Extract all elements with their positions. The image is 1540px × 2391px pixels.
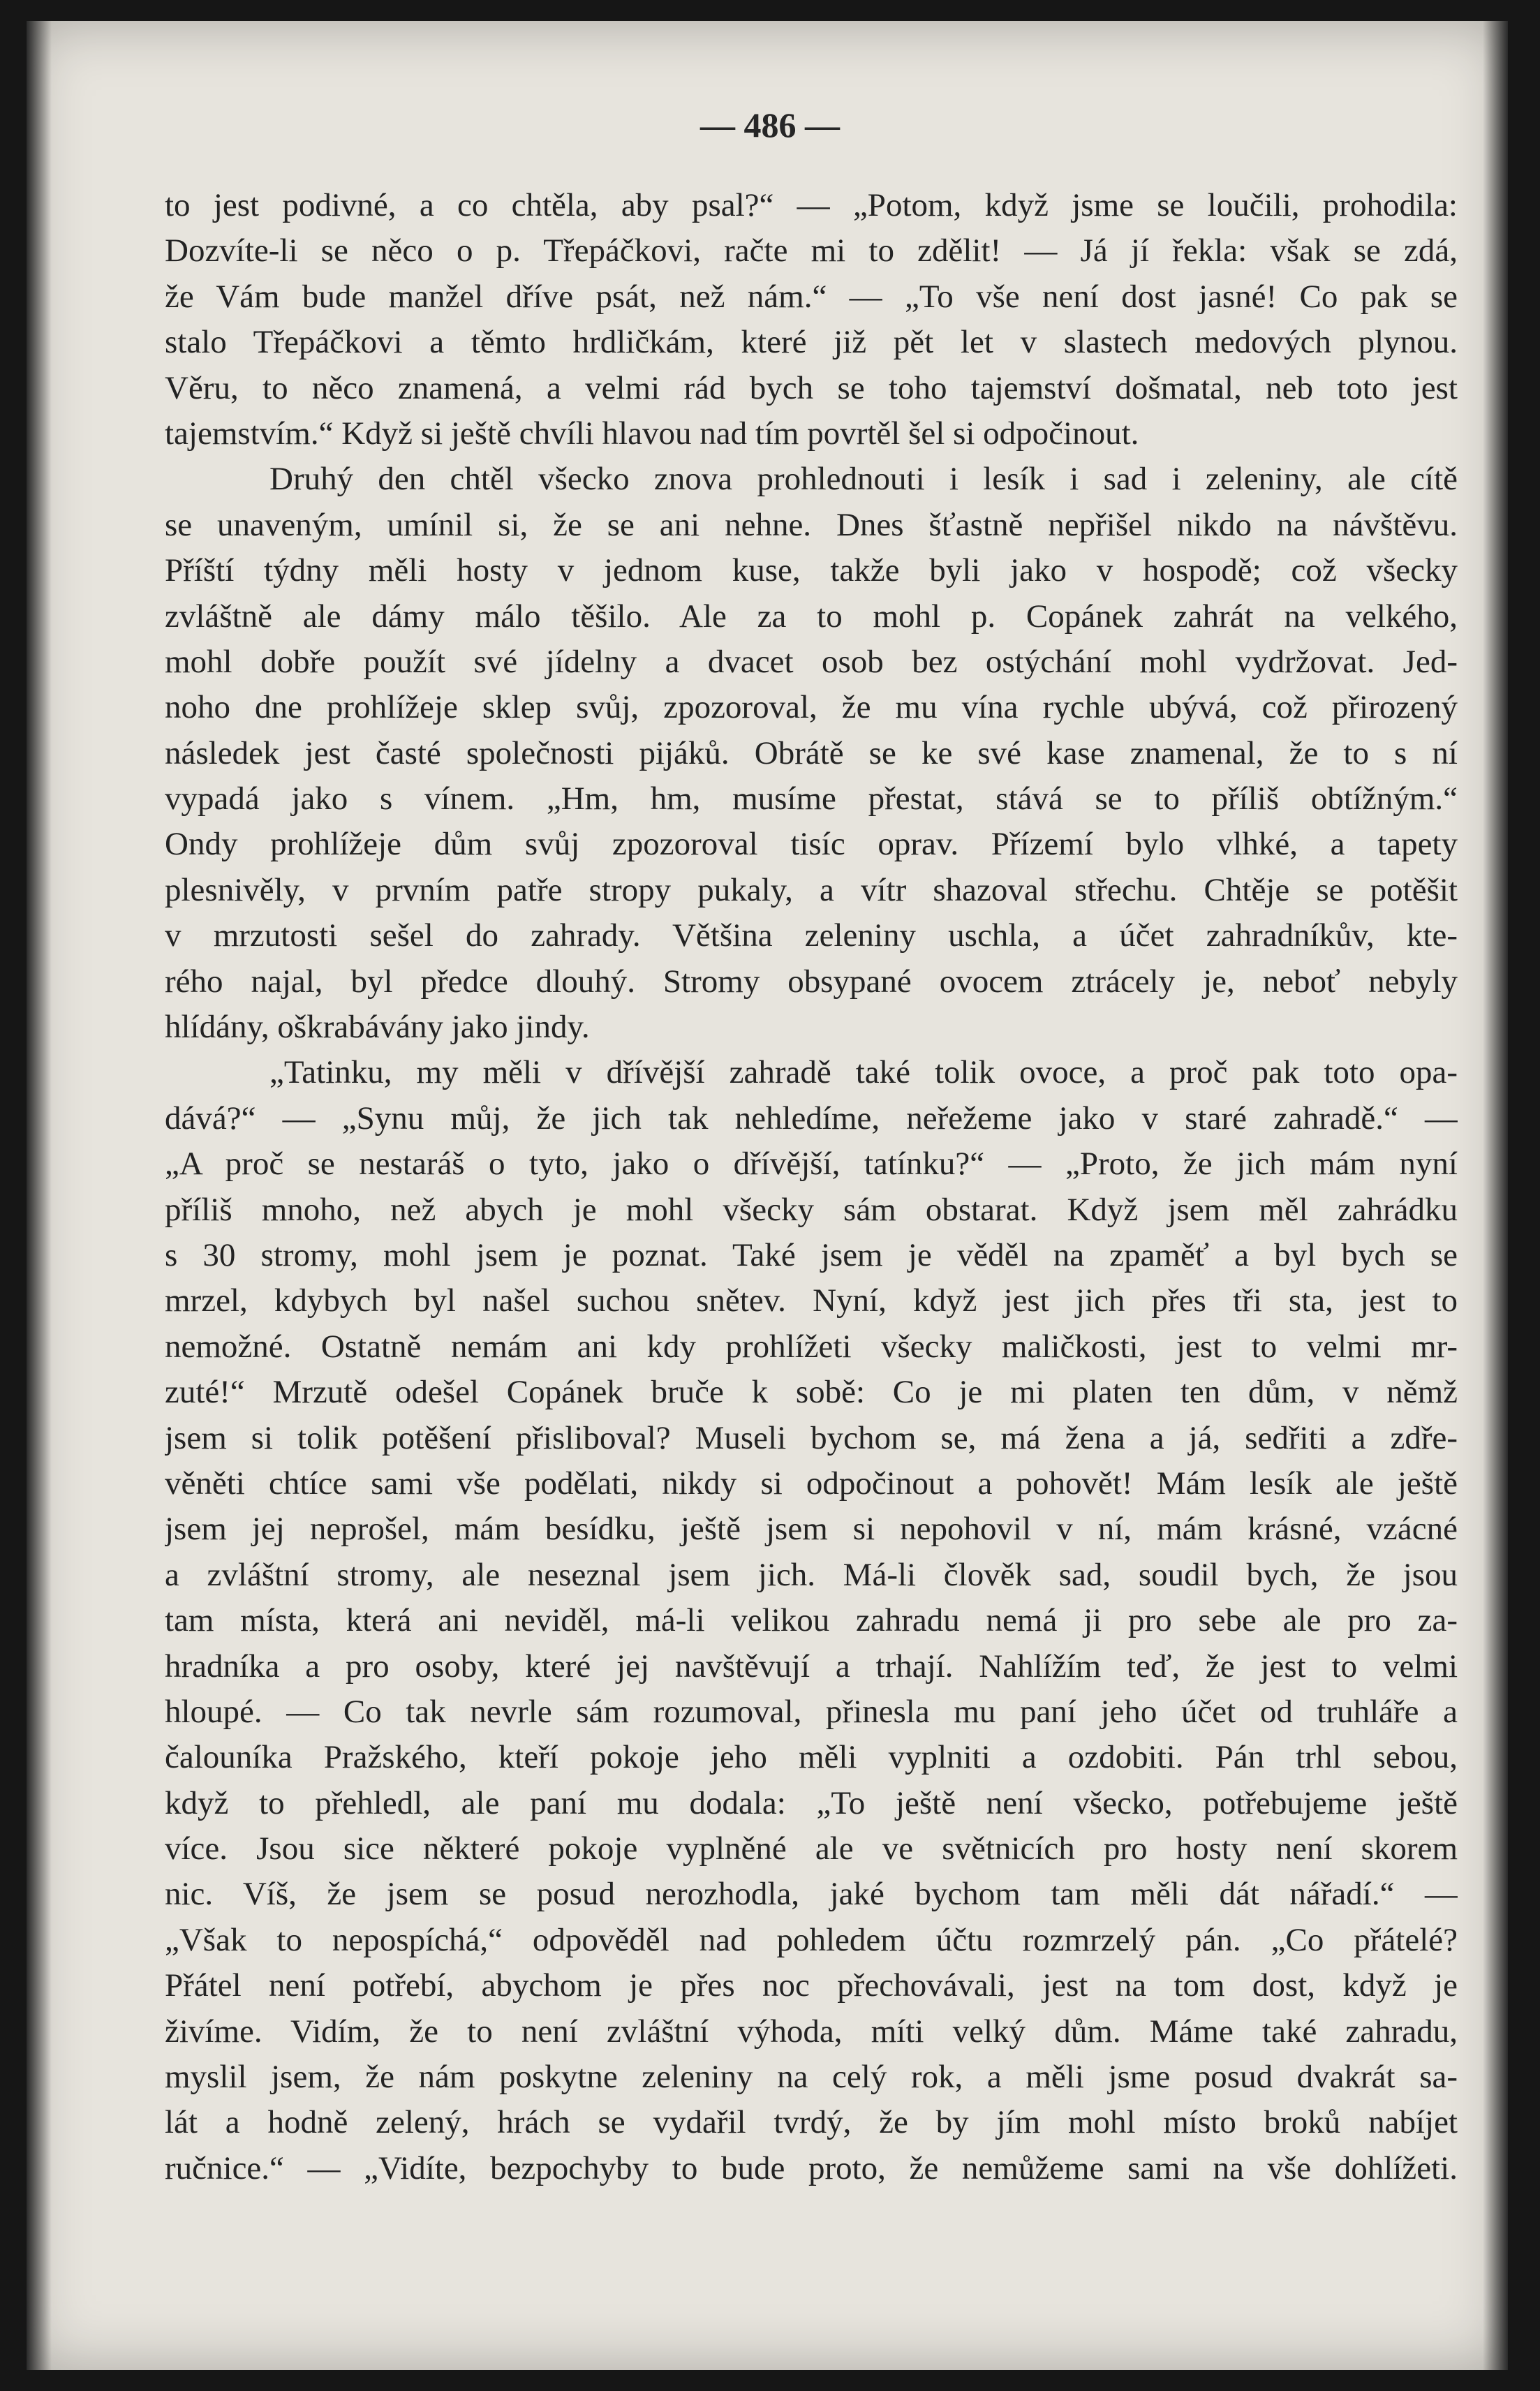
text-line: „A proč se nestaráš o tyto, jako o dřívější, tatínku?“ — „Proto, že jich mám nyní [165, 1146, 1458, 1183]
text-line: zvláštně ale dámy málo těšilo. Ale za to mohl p. Copánek zahrát na velkého, [165, 598, 1458, 635]
page-edge-right [1483, 21, 1508, 2370]
text-line: čalouníka Pražského, kteří pokoje jeho měli vyplniti a ozdobiti. Pán trhl sebou, [165, 1739, 1458, 1776]
text-line: mrzel, kdybych byl našel suchou snětev. Nyní, když jest jich přes tři sta, jest to [165, 1282, 1458, 1319]
body-text [165, 183, 1458, 2191]
text-line: Dozvíte-li se něco o p. Třepáčkovi, račte mi to zdělit! — Já jí řekla: však se zdá, [165, 232, 1458, 269]
text-line: zuté!“ Mrzutě odešel Copánek bruče k sobě: Co je mi platen ten dům, v němž [165, 1374, 1458, 1411]
text-line: „Však to nepospíchá,“ odpověděl nad pohledem účtu rozmrzelý pán. „Co přátelé? [165, 1921, 1458, 1958]
text-line: následek jest časté společnosti pijáků. Obrátě se ke své kase znamenal, že to s ní [165, 734, 1458, 771]
text-line: tam místa, která ani neviděl, má-li velikou zahradu nemá ji pro sebe ale pro za- [165, 1602, 1458, 1639]
text-line: tajemstvím.“ Když si ještě chvíli hlavou nad tím povrtěl šel si odpočinout. [165, 415, 1139, 452]
text-line: myslil jsem, že nám poskytne zeleniny na celý rok, a měli jsme posud dvakrát sa- [165, 2059, 1458, 2096]
text-line: jsem si tolik potěšení přisliboval? Museli bychom se, má žena a já, sedřiti a zdře- [165, 1419, 1458, 1456]
text-line: dává?“ — „Synu můj, že jich tak nehledíme, neřežeme jako v staré zahradě.“ — [165, 1100, 1458, 1137]
text-line: živíme. Vidím, že to není zvláštní výhoda, míti velký dům. Máme také zahradu, [165, 2013, 1458, 2050]
text-line: se unaveným, umínil si, že se ani nehne. Dnes šťastně nepřišel nikdo na návštěvu. [165, 506, 1458, 543]
text-line: více. Jsou sice některé pokoje vyplněné ale ve světnicích pro hosty není skorem [165, 1830, 1458, 1867]
text-line: stalo Třepáčkovi a těmto hrdličkám, které již pět let v slastech medových plynou. [165, 324, 1458, 361]
text-line: ručnice.“ — „Vidíte, bezpochyby to bude proto, že nemůžeme sami na vše dohlížeti. [165, 2149, 1458, 2186]
text-line: „Tatinku, my měli v dřívější zahradě také tolik ovoce, a proč pak toto opa- [269, 1054, 1458, 1091]
text-line: mohl dobře použít své jídelny a dvacet osob bez ostýchání mohl vydržovat. Jed- [165, 643, 1458, 680]
text-line: Přátel není potřebí, abychom je přes noc přechovávali, jest na tom dost, když je [165, 1967, 1458, 2004]
text-line: lát a hodně zelený, hrách se vydařil tvrdý, že by jím mohl místo broků nabíjet [165, 2104, 1458, 2141]
text-line: Věru, to něco znamená, a velmi rád bych se toho tajemství došmatal, neb toto jest [165, 369, 1458, 406]
page-edge-left [27, 21, 52, 2370]
text-line: s 30 stromy, mohl jsem je poznat. Také jsem je věděl na zpaměť a byl bych se [165, 1236, 1458, 1273]
text-line: hloupé. — Co tak nevrle sám rozumoval, přinesla mu paní jeho účet od truhláře a [165, 1693, 1458, 1730]
text-line: hlídány, oškrabávány jako jindy. [165, 1009, 590, 1046]
text-line: noho dne prohlížeje sklep svůj, zpozoroval, že mu vína rychle ubývá, což přirozený [165, 689, 1458, 726]
text-line: vypadá jako s vínem. „Hm, hm, musíme přestat, stává se to příliš obtížným.“ [165, 780, 1458, 817]
text-line: to jest podivné, a co chtěla, aby psal?“ — „Potom, když jsme se loučili, prohodila: [165, 187, 1458, 223]
text-line: jsem jej neprošel, mám besídku, ještě jsem si nepohovil v ní, mám krásné, vzácné [165, 1511, 1458, 1548]
text-line: nic. Víš, že jsem se posud nerozhodla, jaké bychom tam měli dát nářadí.“ — [165, 1876, 1458, 1913]
text-line: v mrzutosti sešel do zahrady. Většina zeleniny uschla, a účet zahradníkův, kte- [165, 917, 1458, 954]
text-line: a zvláštní stromy, ale neseznal jsem jich. Má-li člověk sad, soudil bych, že jsou [165, 1556, 1458, 1593]
text-line: nemožné. Ostatně nemám ani kdy prohlížeti všecky maličkosti, jest to velmi mr- [165, 1328, 1458, 1365]
text-line: věněti chtíce sami vše podělati, nikdy si odpočinout a pohovět! Mám lesík ale ještě [165, 1465, 1458, 1502]
text-line: hradníka a pro osoby, které jej navštěvují a trhají. Nahlížím teď, že jest to velmi [165, 1648, 1458, 1685]
text-line: když to přehledl, ale paní mu dodala: „To ještě není všecko, potřebujeme ještě [165, 1784, 1458, 1821]
text-line: příliš mnoho, než abych je mohl všecky sám obstarat. Když jsem měl zahrádku [165, 1191, 1458, 1228]
text-line: že Vám bude manžel dříve psát, než nám.“ — „To vše není dost jasné! Co pak se [165, 278, 1458, 315]
text-line: Ondy prohlížeje dům svůj zpozoroval tisíc oprav. Přízemí bylo vlhké, a tapety [165, 826, 1458, 863]
text-line: rého najal, byl předce dlouhý. Stromy obsypané ovocem ztrácely je, neboť nebyly [165, 963, 1458, 1000]
text-line: plesnivěly, v prvním patře stropy pukaly, a vítr shazoval střechu. Chtěje se potěšit [165, 871, 1458, 908]
text-line: Druhý den chtěl všecko znova prohlednouti i lesík i sad i zeleniny, ale cítě [269, 461, 1458, 498]
page-number: — 486 — [700, 105, 840, 145]
text-line: Příští týdny měli hosty v jednom kuse, takže byli jako v hospodě; což všecky [165, 552, 1458, 589]
